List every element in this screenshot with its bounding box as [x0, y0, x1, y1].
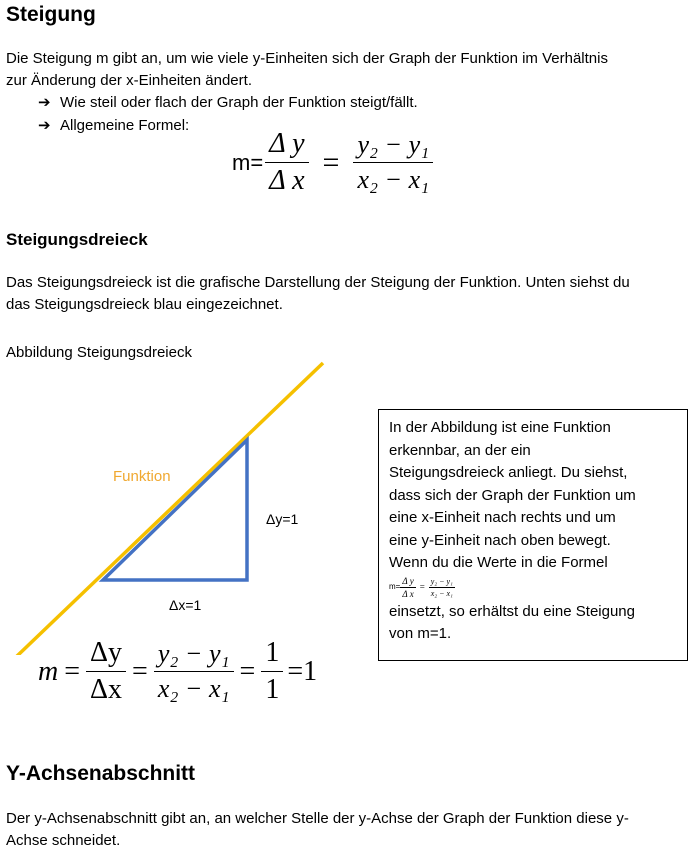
- info-box: [378, 409, 688, 661]
- formula2-fraction3: [261, 637, 283, 706]
- info-line: erkennbar, an der ein: [389, 441, 531, 459]
- heading-steigung: Steigung: [6, 3, 96, 26]
- formula2-eq2: =: [132, 655, 148, 687]
- steigungsdreieck-text-line2: das Steigungsdreieck blau eingezeichnet.: [6, 296, 283, 313]
- mini-formula-den1: Δ x: [402, 589, 414, 599]
- y-achsenabschnitt-text-line1: Der y-Achsenabschnitt gibt an, an welcher Stelle der y-Achse der Graph der Funktion diese y-: [6, 810, 629, 827]
- formula-eq: =: [322, 145, 340, 179]
- heading-y-achsenabschnitt: Y-Achsenabschnitt: [6, 762, 196, 785]
- info-line: einsetzt, so erhältst du eine Steigung: [389, 602, 635, 620]
- general-formula: [232, 128, 433, 197]
- formula-den2: x₂ − x₁: [353, 162, 433, 195]
- formula2-num1: Δy: [90, 637, 123, 668]
- steigungsdreieck-text-line1: Das Steigungsdreieck ist die grafische Darstellung der Steigung der Funktion. Unten siehst du: [6, 274, 630, 291]
- info-line: In der Abbildung ist eine Funktion: [389, 419, 611, 436]
- slope-triangle: [103, 440, 247, 580]
- formula2-den3: 1: [261, 671, 283, 706]
- formula-num2: y₂ − y₁: [357, 130, 430, 159]
- steigungsdreieck-text: [6, 272, 696, 316]
- info-line: Steigungsdreieck anliegt. Du siehst,: [389, 464, 628, 481]
- info-line: eine y-Einheit nach oben bewegt.: [389, 531, 611, 549]
- mini-formula-fraction2: [429, 577, 455, 598]
- formula2-fraction2: [154, 639, 234, 704]
- mini-formula-fraction1: [400, 576, 415, 599]
- info-line: eine x-Einheit nach rechts und um: [389, 509, 616, 526]
- formula2-num3: 1: [265, 637, 280, 668]
- bullet-2-text: Allgemeine Formel:: [60, 117, 190, 134]
- bullet-2: [38, 115, 189, 137]
- mini-formula: [389, 575, 677, 601]
- y-achsenabschnitt-text: [6, 808, 696, 852]
- formula-fraction-delta: [265, 128, 308, 197]
- steigung-intro-line1: Die Steigung m gibt an, um wie viele y-Einheiten sich der Graph der Funktion im Verhältnis: [6, 50, 608, 67]
- info-line: von m=1.: [389, 625, 452, 642]
- bullet-1: [38, 92, 418, 114]
- steigung-intro-line2: zur Änderung der x-Einheiten ändert.: [6, 72, 252, 89]
- formula-den1: Δ x: [265, 162, 308, 197]
- formula-num1: Δ y: [269, 128, 305, 159]
- function-label: Funktion: [113, 468, 171, 485]
- bullet-1-text: Wie steil oder flach der Graph der Funktion steigt/fällt.: [60, 94, 418, 111]
- info-line: Wenn du die Werte in die Formel: [389, 554, 608, 571]
- formula2-eq3: =: [239, 655, 256, 687]
- steigung-intro: [6, 48, 696, 92]
- slope-calculation-formula: [38, 637, 317, 706]
- y-achsenabschnitt-text-line2: Achse schneidet.: [6, 832, 121, 849]
- info-line: dass sich der Graph der Funktion um: [389, 486, 636, 504]
- formula2-eq1: =: [64, 655, 81, 687]
- formula2-num2: y₂ − y₁: [157, 639, 230, 668]
- figure-caption: Abbildung Steigungsdreieck: [6, 344, 192, 361]
- dy-label: Δy=1: [266, 511, 299, 527]
- mini-formula-num2: y₂ − y₁: [430, 577, 453, 586]
- arrow-icon: ➔: [38, 94, 51, 111]
- heading-steigungsdreieck: Steigungsdreieck: [6, 230, 148, 249]
- formula2-fraction1: [86, 637, 126, 706]
- formula2-result: =1: [287, 655, 318, 687]
- mini-formula-den2: x₂ − x₁: [430, 589, 453, 598]
- mini-formula-eq: =: [419, 582, 425, 593]
- formula-lhs: m=: [232, 149, 264, 175]
- formula-fraction-points: [353, 130, 433, 195]
- arrow-icon: ➔: [38, 117, 51, 134]
- info-box-text: [389, 417, 677, 646]
- formula2-m: m: [38, 655, 59, 687]
- mini-formula-num1: Δ y: [402, 576, 414, 586]
- dx-label: Δx=1: [169, 597, 202, 613]
- formula2-den1: Δx: [86, 671, 126, 706]
- mini-formula-lhs: m=: [389, 582, 401, 592]
- formula2-den2: x₂ − x₁: [154, 671, 234, 704]
